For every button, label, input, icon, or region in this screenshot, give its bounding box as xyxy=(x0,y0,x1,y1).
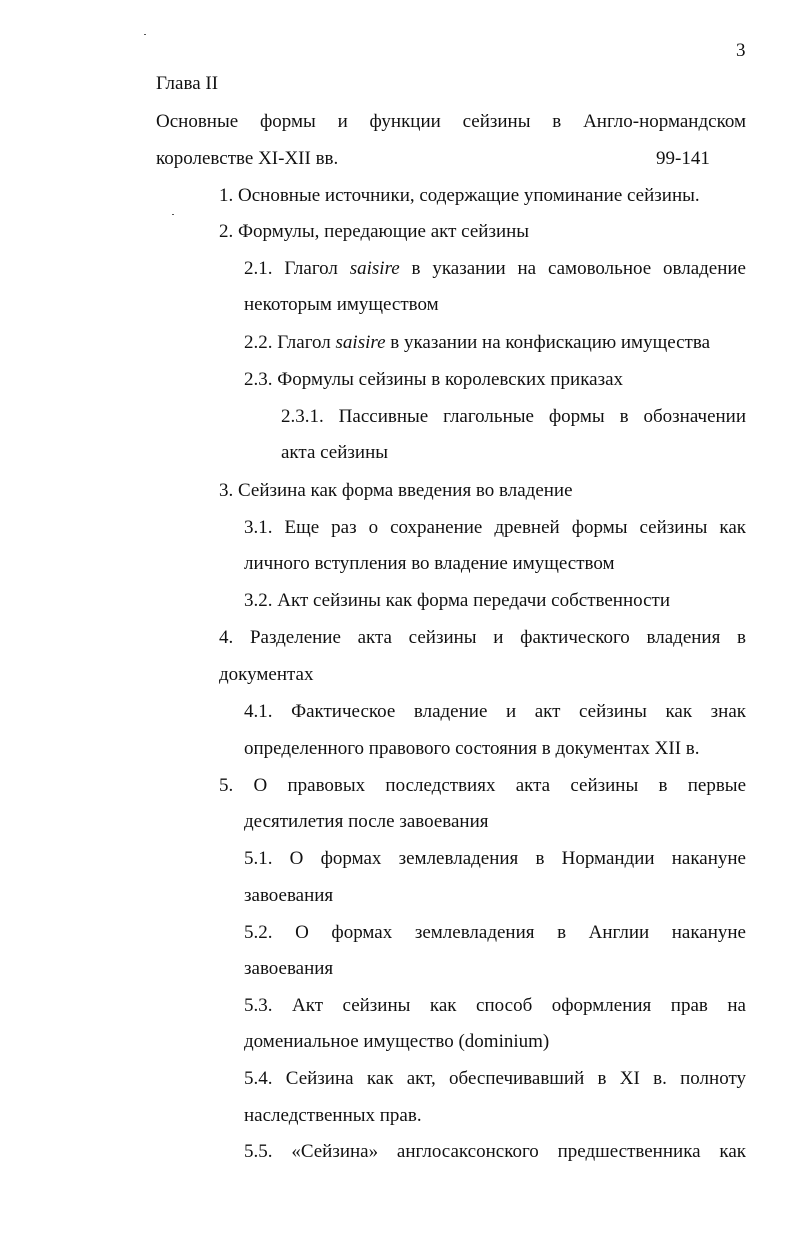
toc-item-2-2 xyxy=(244,331,710,355)
toc-item-5-4-line-1: 5.4. Сейзина как акт, обеспечивавший в XI в. полноту xyxy=(244,1068,746,1089)
toc-item-3-2: 3.2. Акт сейзины как форма передачи собственности xyxy=(244,590,671,611)
scan-speck xyxy=(144,34,146,35)
toc-item-5-2-line-1: 5.2. О формах землевладения в Англии накануне xyxy=(244,922,746,943)
toc-item-2-2-suffix: в указании на конфискацию имущества xyxy=(390,332,711,353)
toc-item-5-1-line-1: 5.1. О формах землевладения в Нормандии накануне xyxy=(244,848,746,869)
chapter-heading: Глава II xyxy=(156,73,219,94)
toc-item-1: 1. Основные источники, содержащие упоминание сейзины. xyxy=(219,185,700,206)
toc-item-3-1-line-1: 3.1. Еще раз о сохранение древней формы сейзины как xyxy=(244,517,746,538)
page-number: 3 xyxy=(736,40,746,61)
chapter-title-line-2: королевстве XI-XII вв. xyxy=(156,148,339,169)
toc-item-2-1-line-2: некоторым имуществом xyxy=(244,294,439,315)
toc-item-2-1-suffix: в указании на самовольное овладение xyxy=(411,258,746,279)
toc-item-2: 2. Формулы, передающие акт сейзины xyxy=(219,221,530,242)
toc-item-2-1-prefix: 2.1. Глагол xyxy=(244,258,338,279)
toc-item-5-line-2: десятилетия после завоевания xyxy=(244,811,489,832)
toc-item-4-line-2: документах xyxy=(219,664,314,685)
toc-item-2-1-term: saisire xyxy=(349,258,400,279)
toc-item-2-3-1-line-2: акта сейзины xyxy=(281,442,389,463)
toc-item-5-line-1: 5. О правовых последствиях акта сейзины в первые xyxy=(219,775,746,796)
toc-item-4-line-1: 4. Разделение акта сейзины и фактического владения в xyxy=(219,627,746,648)
toc-item-5-1-line-2: завоевания xyxy=(244,885,334,906)
toc-item-2-2-term: saisire xyxy=(335,332,386,353)
toc-item-4-1-line-2: определенного правового состояния в документах XII в. xyxy=(244,738,700,759)
toc-item-2-3: 2.3. Формулы сейзины в королевских приказах xyxy=(244,369,624,390)
chapter-pages: 99-141 xyxy=(656,148,710,169)
toc-item-5-2-line-2: завоевания xyxy=(244,958,334,979)
toc-item-5-3-line-2: домениальное имущество (dominium) xyxy=(244,1031,550,1052)
toc-item-4-1-line-1: 4.1. Фактическое владение и акт сейзины как знак xyxy=(244,701,746,722)
toc-item-5-3-line-1: 5.3. Акт сейзины как способ оформления прав на xyxy=(244,995,746,1016)
toc-item-5-4-line-2: наследственных прав. xyxy=(244,1105,422,1126)
toc-item-3-1-line-2: личного вступления во владение имуществом xyxy=(244,553,615,574)
toc-item-5-5-line-1: 5.5. «Сейзина» англосаксонского предшественника как xyxy=(244,1141,746,1162)
chapter-title-line-1: Основные формы и функции сейзины в Англо-нормандском xyxy=(156,111,746,132)
toc-item-2-2-prefix: 2.2. Глагол xyxy=(244,332,331,353)
toc-item-3: 3. Сейзина как форма введения во владение xyxy=(219,480,573,501)
toc-item-2-1-line-1 xyxy=(244,257,746,281)
scan-speck xyxy=(172,214,174,215)
toc-item-2-3-1-line-1: 2.3.1. Пассивные глагольные формы в обозначении xyxy=(281,406,746,427)
